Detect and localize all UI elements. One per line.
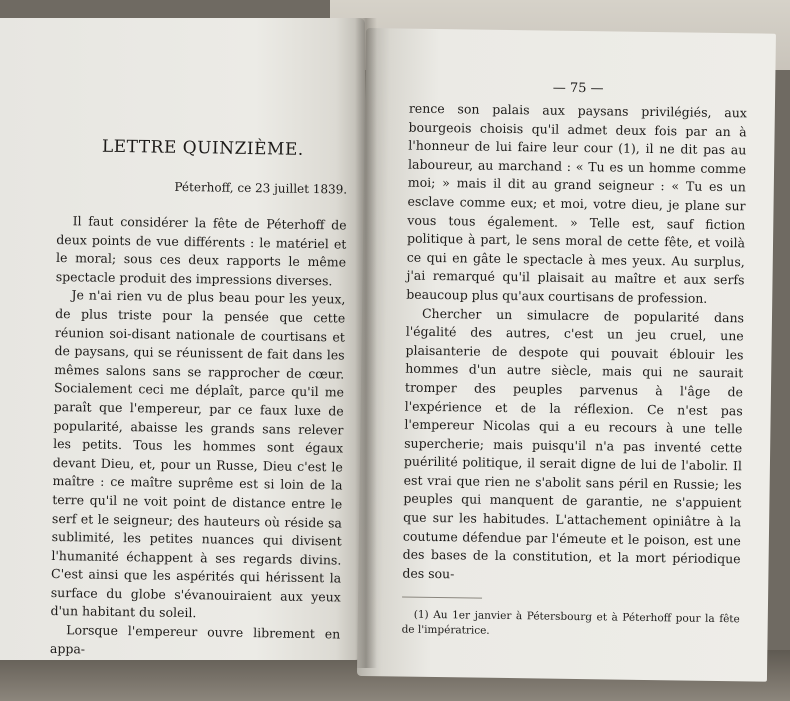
right-page <box>357 28 776 682</box>
right-page-text <box>401 79 747 643</box>
dateline: Péterhoff, ce 23 juillet 1839. <box>174 179 348 197</box>
page-number: — 75 — <box>552 80 604 97</box>
letter-title: LETTRE QUINZIÈME. <box>101 136 304 160</box>
paragraph: rence son palais aux paysans privilégiés, aux bourgeois choisis qu'il admet deux fois par an à l'honneur de lui faire leur cour (1), il ne dit pas au laboureur, au marchand : « Tu es un homme comme moi; » mais il dit au grand seigneur : « Tu es un esclave comme eux; et moi, votre dieu, je plane sur vous tous également. » Telle est, sauf fiction politique à part, le sens moral de cette fête, et voilà ce qui en gâte le spectacle à mes yeux. Au surplus, j'ai remarqué qu'il plaisait au maître et aux serfs beaucoup plus qu'aux courtisans de profession. <box>406 100 747 306</box>
left-page <box>0 18 365 660</box>
paragraph: Il faut considérer la fête de Péterhoff de deux points de vue différents : le matériel et le moral; sous ces deux rapports le même spectacle produit des impressions diverses. <box>55 213 347 289</box>
footnote: (1) Au 1er janvier à Pétersbourg et à Péterhoff pour la fête de l'impératrice. <box>401 609 740 638</box>
paragraph: Je n'ai rien vu de plus beau pour les yeux, de plus triste pour la pensée que cette réunion soi-disant nationale de courtisans et de paysans, qui se réunissent de fait dans les mêmes salons sans se rapprocher de cœur. Socialement ceci me déplaît, parce qu'il me paraît que l'empereur, par ce faux luxe de popularité, abaisse les grands sans relever les petits. Tous les hommes sont égaux devant Dieu, et, pour un Russe, Dieu c'est le maître : ce maître suprême est si loin de la terre qu'il ne voit point de distance entre le serf et le seigneur; des hauteurs où réside sa sublimité, les petites nuances qui divisent l'humanité échappent à ses regards divins. C'est ainsi que les aspérités qui hérissent la surface du globe s'évanouiraient aux yeux d'un habitant du soleil. <box>50 287 346 621</box>
paragraph: Chercher un simulacre de popularité dans l'égalité des autres, c'est un jeu cruel, une plaisanterie de despote qui pouvait éblouir les hommes d'un autre siècle, mais qui ne saurait tromper des peuples parvenus à l'âge de l'expérience et de la réflexion. Ce n'est pas l'empereur Nicolas qui a eu recours à une telle supercherie; mais puisqu'il n'a pas inventé cette puérilité politique, il serait digne de lui de l'abolir. Il est vrai que rien ne s'abolit sans péril en Russie; les peuples qui manquent de garantie, ne s'appuient que sur les habitudes. L'attachement opiniâtre à la coutume défendue par l'émeute et le poison, est une des bases de la constitution, et la mort périodique des sou- <box>402 305 745 582</box>
footnote-divider <box>402 597 482 599</box>
paragraph: Lorsque l'empereur ouvre librement en appa- <box>49 622 341 657</box>
left-page-text <box>50 136 348 660</box>
